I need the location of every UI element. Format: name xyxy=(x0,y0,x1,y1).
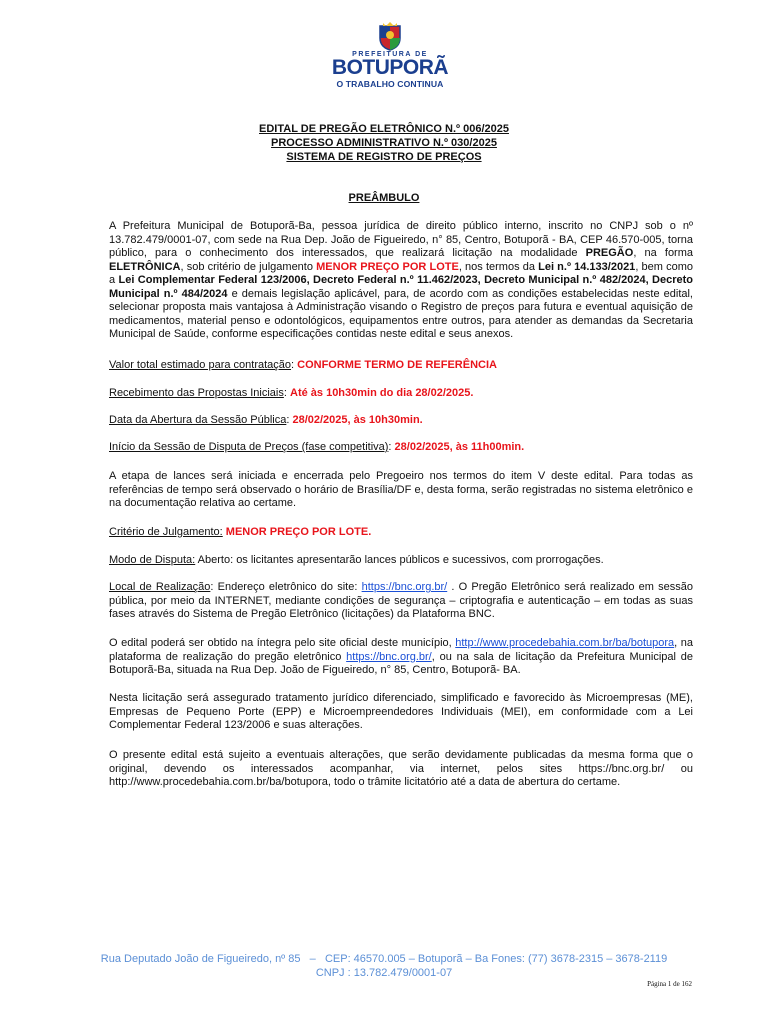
page-footer xyxy=(0,952,768,980)
p1-eletronica: ELETRÔNICA xyxy=(109,260,181,273)
p1-text-d: , nos termos da xyxy=(458,260,539,273)
bnc-link-2[interactable]: https://bnc.org.br/ xyxy=(346,650,432,663)
criterio-label: Critério de Julgamento: xyxy=(109,526,223,538)
edital-text-a: O edital poderá ser obtido na íntegra pelo site oficial deste município, xyxy=(109,637,456,649)
recebimento-line: Recebimento das Propostas Iniciais: Até às 10h30min do dia 28/02/2025. xyxy=(109,387,474,399)
local-label: Local de Realização xyxy=(109,581,211,593)
criterio-julgamento-line xyxy=(109,526,693,540)
lances-paragraph: A etapa de lances será iniciada e encerrada pelo Pregoeiro nos termos do item V deste edital. Para todas as referências de tempo será observado o horário de Brasília/DF e, desta forma, serão registradas no sistema eletrônico e na documentação relativa ao certame. xyxy=(109,470,693,509)
p1-lei: Lei n.º 14.133/2021 xyxy=(538,260,636,273)
footer-cnpj: CNPJ : 13.782.479/0001-07 xyxy=(315,967,453,979)
page-number: Página 1 de 162 xyxy=(647,980,692,988)
recebimento-value: Até às 10h30min do dia 28/02/2025. xyxy=(290,387,474,399)
logo-name: BOTUPORÃ xyxy=(331,56,449,79)
modo-value: Aberto: os licitantes apresentarão lances públicos e sucessivos, com prorrogações. xyxy=(195,554,604,566)
p1-text-e: , bem como a xyxy=(109,260,693,286)
footer-address: Rua Deputado João de Figueiredo, nº 85 – CEP: 46570.005 – Botuporã – Ba Fones: (77) 3678-2315 – 3678-2119 xyxy=(100,953,668,965)
local-text-b: . O Pregão Eletrônico será realizado em sessão pública, por meio da INTERNET, mediante condições de segurança – criptografia e autenticação – em todas as suas fases através do Sistema de Pregão Eletrônico (licitações) da Plataforma BNC. xyxy=(109,581,693,620)
valor-line: Valor total estimado para contratação: CONFORME TERMO DE REFERÊNCIA xyxy=(109,359,497,371)
edital-paragraph xyxy=(109,637,693,678)
sistema-title: SISTEMA DE REGISTRO DE PREÇOS xyxy=(286,151,482,163)
preambulo-paragraph xyxy=(109,220,693,342)
p1-pregao: PREGÃO xyxy=(585,247,634,259)
inicio-label: Início da Sessão de Disputa de Preços (fase competitiva) xyxy=(109,441,389,453)
document-titles xyxy=(0,122,768,164)
prefeitura-logo xyxy=(320,22,460,96)
alteracoes-paragraph: O presente edital está sujeito a eventuais alterações, que serão devidamente publicadas da mesma forma que o original, devendo os interessados acompanhar, via internet, pelos sites https://bnc.org.br/ ou http://www.procedebahia.com.br/ba/botupora, todo o trâmite licitatório até a data de abertura do certame. xyxy=(109,749,693,788)
procedebahia-link[interactable]: http://www.procedebahia.com.br/ba/botupora xyxy=(455,637,675,649)
criterio-value: MENOR PREÇO POR LOTE. xyxy=(225,526,372,538)
recebimento-label: Recebimento das Propostas Iniciais xyxy=(109,387,284,399)
p1-text-b: , na forma xyxy=(633,247,693,259)
valor-label: Valor total estimado para contratação xyxy=(109,359,292,371)
logo-prefeitura-text: PREFEITURA DE xyxy=(352,51,428,58)
local-text-a: : Endereço eletrônico do site: xyxy=(210,581,362,593)
inicio-value: 28/02/2025, às 11h00min. xyxy=(394,441,525,453)
edital-text-c: , ou na sala de licitação da Prefeitura Municipal de Botuporã-Ba, situada na Rua Dep. João de Figueiredo, n° 85, Centro, Botuporã- BA. xyxy=(109,650,693,676)
licitacao-paragraph: Nesta licitação será assegurado tratamento jurídico diferenciado, simplificado e favorecido às Microempresas (ME), Empresas de Pequeno Porte (EPP) e Microempreendedores Individuais (MEI), em conformidade com a Lei Complementar Federal 123/2006 e suas alterações. xyxy=(109,692,693,731)
abertura-line: Data da Abertura da Sessão Pública: 28/02/2025, às 10h30min. xyxy=(109,414,423,426)
local-paragraph xyxy=(109,581,693,622)
p1-text-f: e demais legislação aplicável, para, de acordo com as condições estabelecidas neste edital, selecionar proposta mais vantajosa à Administração visando o Registro de preços para futura e eventual aquisição de medicamentos, material penso e odontológicos, equipamentos entre outros, para atender as demandas da Secretaria Municipal de Saúde, conforme especificações contidas neste edital e seus anexos. xyxy=(109,287,693,340)
coat-of-arms-icon xyxy=(375,22,405,52)
processo-title: PROCESSO ADMINISTRATIVO N.º 030/2025 xyxy=(271,137,497,149)
p1-criterio: MENOR PREÇO POR LOTE xyxy=(316,260,459,273)
modo-disputa-line xyxy=(109,554,693,568)
abertura-value: 28/02/2025, às 10h30min. xyxy=(292,414,423,426)
preambulo-title: PREÂMBULO xyxy=(348,192,420,204)
bnc-link[interactable]: https://bnc.org.br/ xyxy=(361,581,448,593)
p1-leis: Lei Complementar Federal 123/2006, Decreto Federal n.º 11.462/2023, Decreto Municipal n.º 482/2024, Decreto Municipal n.º 484/2024 xyxy=(109,274,693,300)
edital-title: EDITAL DE PREGÃO ELETRÔNICO N.º 006/2025 xyxy=(259,123,509,135)
modo-label: Modo de Disputa: xyxy=(109,554,196,566)
p1-text-a: A Prefeitura Municipal de Botuporã-Ba, pessoa jurídica de direito público interno, inscrito no CNPJ sob o nº 13.782.479/0001-07, com sede na Rua Dep. João de Figueiredo, n° 85, Centro, Botuporã - BA, CEP 46.570-005, torna público, para o conhecimento dos interessados, que realizará licitação na modalidade xyxy=(109,220,693,259)
valor-value: CONFORME TERMO DE REFERÊNCIA xyxy=(297,359,497,371)
logo-slogan: O TRABALHO CONTINUA xyxy=(336,79,444,89)
abertura-label: Data da Abertura da Sessão Pública xyxy=(109,414,287,426)
p1-text-c: , sob critério de julgamento xyxy=(180,260,317,273)
inicio-line: Início da Sessão de Disputa de Preços (fase competitiva): 28/02/2025, às 11h00min. xyxy=(109,441,525,453)
edital-text-b: , na plataforma de realização do pregão eletrônico xyxy=(109,637,693,663)
